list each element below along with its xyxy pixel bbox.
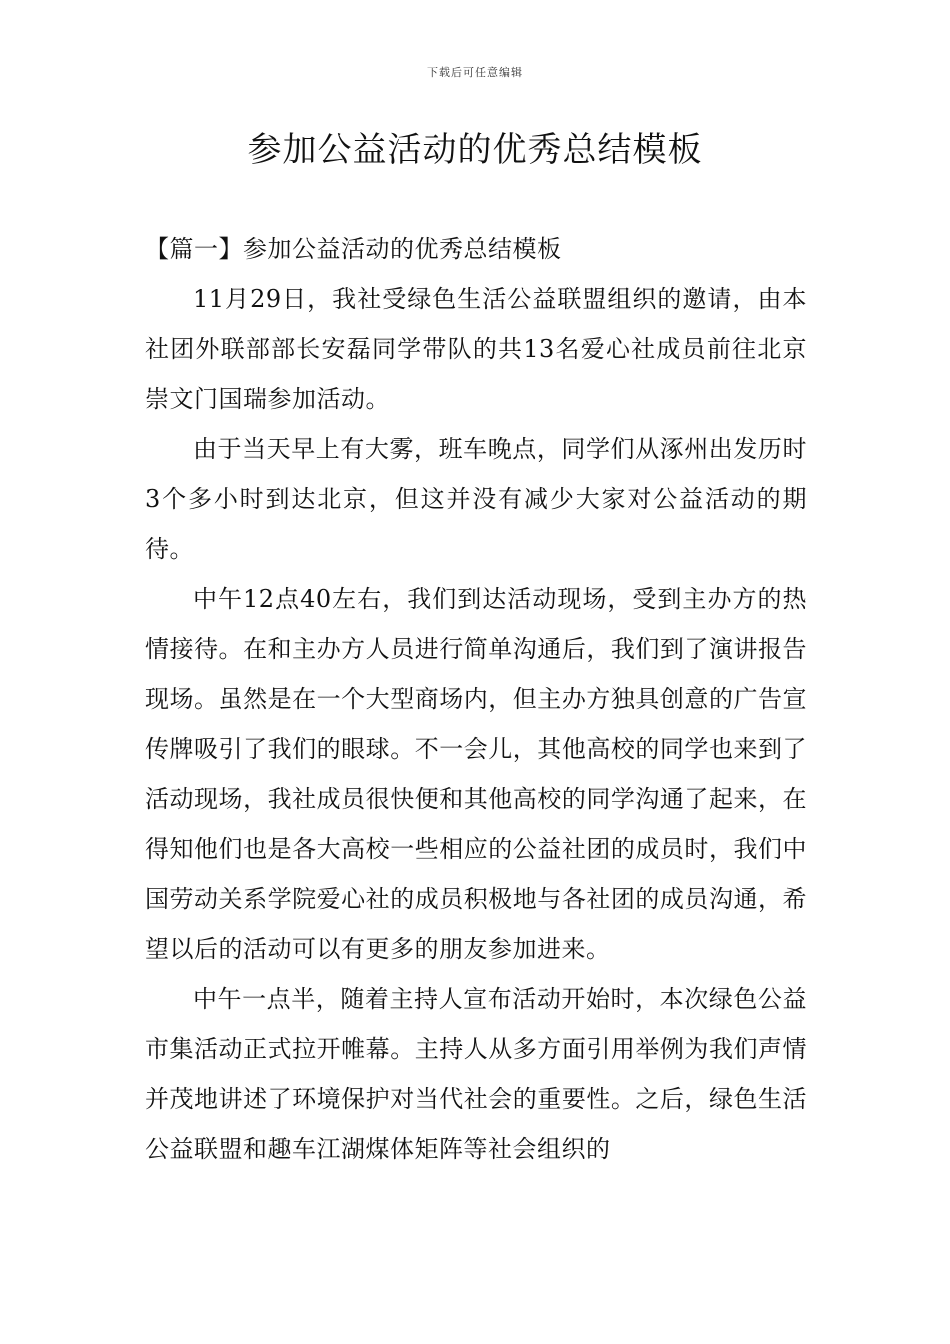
paragraph-1: 11月29日，我社受绿色生活公益联盟组织的邀请，由本社团外联部部长安磊同学带队的共13名爱心社成员前往北京崇文门国瑞参加活动。 — [145, 285, 807, 413]
document-title: 参加公益活动的优秀总结模板 — [247, 130, 703, 170]
section-heading: 【篇一】参加公益活动的优秀总结模板 — [145, 235, 562, 263]
document-body — [145, 224, 807, 1174]
page-header-note: 下载后可任意编辑 — [427, 66, 523, 79]
paragraph-3: 中午12点40左右，我们到达活动现场，受到主办方的热情接待。在和主办方人员进行简单沟通后，我们到了演讲报告现场。虽然是在一个大型商场内，但主办方独具创意的广告宣传牌吸引了我们的眼球。不一会儿，其他高校的同学也来到了活动现场，我社成员很快便和其他高校的同学沟通了起来，在得知他们也是各大高校一些相应的公益社团的成员时，我们中国劳动关系学院爱心社的成员积极地与各社团的成员沟通，希望以后的活动可以有更多的朋友参加进来。 — [145, 585, 807, 963]
paragraph-2: 由于当天早上有大雾，班车晚点，同学们从涿州出发历时3个多小时到达北京，但这并没有减少大家对公益活动的期待。 — [145, 435, 807, 563]
paragraph-4: 中午一点半，随着主持人宣布活动开始时，本次绿色公益市集活动正式拉开帷幕。主持人从多方面引用举例为我们声情并茂地讲述了环境保护对当代社会的重要性。之后，绿色生活公益联盟和趣车江湖煤体矩阵等社会组织的 — [145, 985, 807, 1163]
